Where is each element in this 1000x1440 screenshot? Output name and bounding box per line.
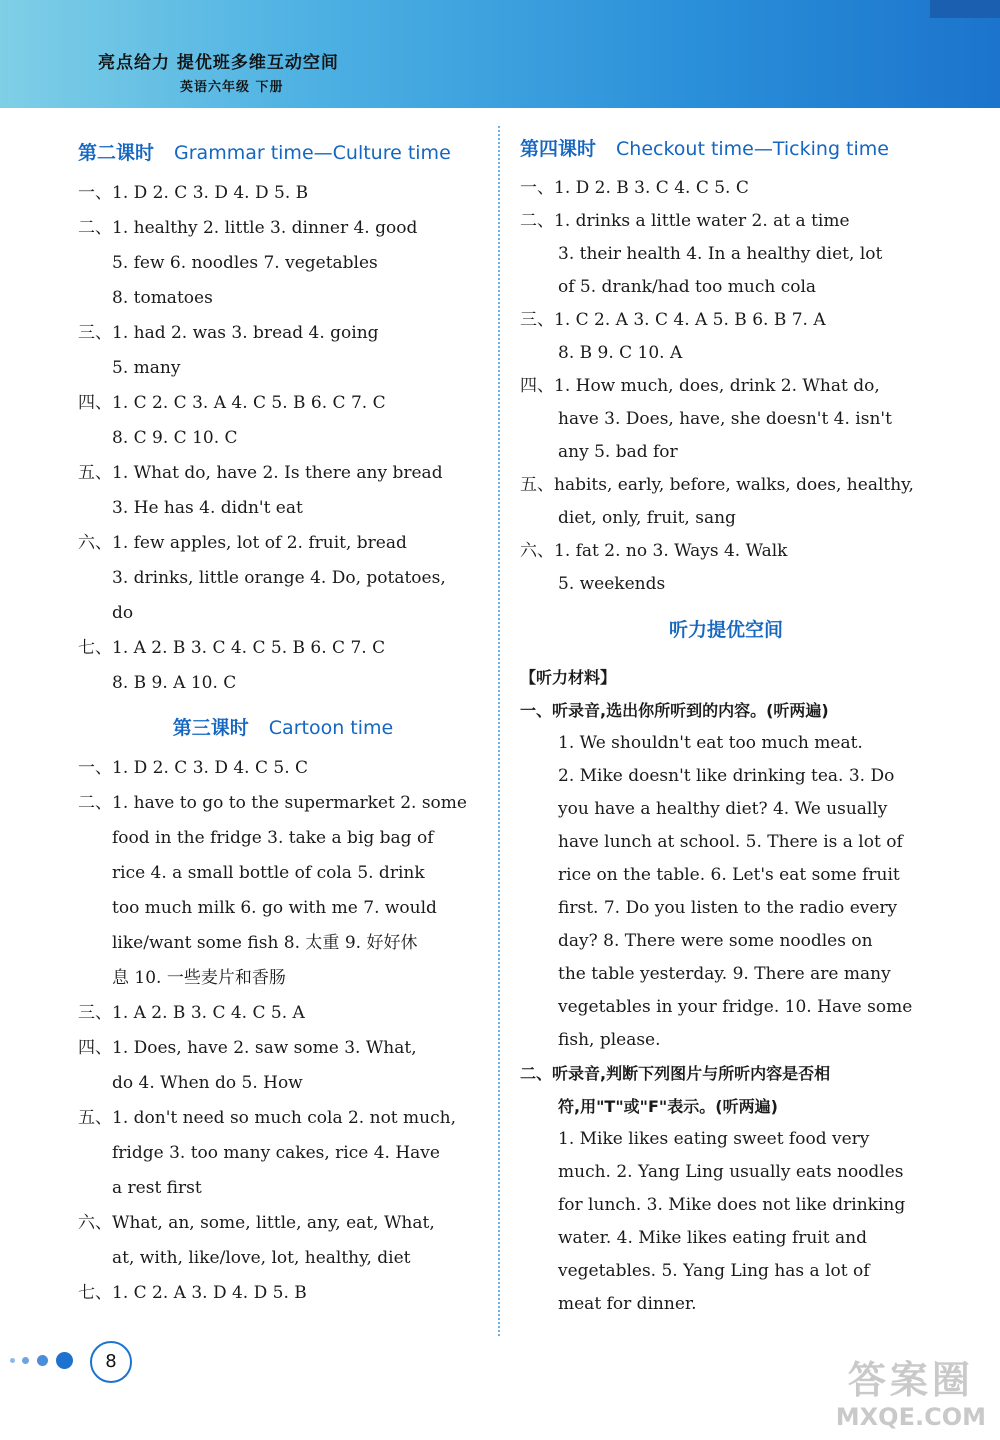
- answer-line: any 5. bad for: [558, 442, 678, 462]
- answer-line: like/want some fish 8. 太重 9. 好好休: [112, 933, 418, 953]
- answer-line: 五、1. What do, have 2. Is there any bread: [78, 463, 443, 483]
- lesson2-title-cn: 第二课时: [78, 142, 155, 164]
- transcript-line: 1. Mike likes eating sweet food very: [558, 1129, 870, 1149]
- dot: [22, 1357, 29, 1364]
- answer-line: 四、1. Does, have 2. saw some 3. What,: [78, 1038, 417, 1058]
- transcript-line: vegetables in your fridge. 10. Have some: [558, 997, 913, 1017]
- answer-line: 3. drinks, little orange 4. Do, potatoes,: [112, 568, 446, 588]
- answer-line: 五、1. don't need so much cola 2. not much,: [78, 1108, 456, 1128]
- answer-line: fridge 3. too many cakes, rice 4. Have: [112, 1143, 440, 1163]
- answer-line: 六、1. few apples, lot of 2. fruit, bread: [78, 533, 407, 553]
- dot: [56, 1352, 73, 1369]
- watermark-logo-text: 答案圈: [847, 1358, 974, 1402]
- transcript-line: have lunch at school. 5. There is a lot of: [558, 832, 903, 852]
- answer-line: do 4. When do 5. How: [112, 1073, 303, 1093]
- banner-corner-stripe: [930, 0, 1000, 18]
- transcript-line: 1. We shouldn't eat too much meat.: [558, 733, 863, 753]
- lesson3-title: [78, 705, 488, 751]
- answer-line: 一、1. D 2. C 3. D 4. C 5. C: [78, 758, 309, 778]
- answer-line: 七、1. A 2. B 3. C 4. C 5. B 6. C 7. C: [78, 638, 386, 658]
- transcript-line: day? 8. There were some noodles on: [558, 931, 873, 951]
- site-watermark: [836, 1358, 986, 1432]
- answer-line: 二、1. have to go to the supermarket 2. some: [78, 793, 467, 813]
- listening-section-title: [520, 607, 932, 653]
- answer-line: have 3. Does, have, she doesn't 4. isn't: [558, 409, 892, 429]
- listening-part1-heading: 一、听录音,选出你所听到的内容。(听两遍): [520, 701, 829, 720]
- answer-line: 二、1. drinks a little water 2. at a time: [520, 211, 850, 231]
- answer-line: 三、1. A 2. B 3. C 4. C 5. A: [78, 1003, 305, 1023]
- transcript-line: for lunch. 3. Mike does not like drinking: [558, 1195, 906, 1215]
- page-number: 8: [90, 1341, 132, 1383]
- answer-line: a rest first: [112, 1178, 202, 1198]
- transcript-line: much. 2. Yang Ling usually eats noodles: [558, 1162, 904, 1182]
- lesson4-title: [520, 126, 932, 172]
- answer-line: 息 10. 一些麦片和香肠: [112, 968, 286, 988]
- column-divider: [498, 126, 500, 1336]
- answer-line: at, with, like/love, lot, healthy, diet: [112, 1248, 411, 1268]
- answer-line: 六、1. fat 2. no 3. Ways 4. Walk: [520, 541, 788, 561]
- answer-line: 3. He has 4. didn't eat: [112, 498, 303, 518]
- answer-line: 三、1. C 2. A 3. C 4. A 5. B 6. B 7. A: [520, 310, 826, 330]
- answer-line: 5. few 6. noodles 7. vegetables: [112, 253, 378, 273]
- transcript-line: vegetables. 5. Yang Ling has a lot of: [558, 1261, 870, 1281]
- lesson3-title-cn: 第三课时: [172, 717, 249, 739]
- book-series-title: 亮点给力 提优班多维互动空间: [98, 53, 339, 73]
- book-grade-subtitle: 英语六年级 下册: [180, 80, 284, 95]
- dot: [37, 1355, 48, 1366]
- listening-part2-heading: 二、听录音,判断下列图片与所听内容是否相: [520, 1064, 831, 1083]
- lesson4-title-cn: 第四课时: [520, 138, 597, 160]
- listening-materials-label: 【听力材料】: [520, 668, 617, 687]
- answer-line: 四、1. C 2. C 3. A 4. C 5. B 6. C 7. C: [78, 393, 386, 413]
- transcript-line: water. 4. Mike likes eating fruit and: [558, 1228, 867, 1248]
- answer-line: 一、1. D 2. C 3. D 4. D 5. B: [78, 183, 309, 203]
- left-column: [78, 130, 488, 1311]
- answer-line: 三、1. had 2. was 3. bread 4. going: [78, 323, 379, 343]
- header-banner: [0, 0, 1000, 108]
- answer-line: 四、1. How much, does, drink 2. What do,: [520, 376, 880, 396]
- right-column: [520, 126, 932, 1321]
- answer-line: 5. many: [112, 358, 181, 378]
- listening-title-text: 听力提优空间: [668, 619, 783, 641]
- answer-line: diet, only, fruit, sang: [558, 508, 736, 528]
- watermark-url: MXQE.COM: [835, 1403, 986, 1431]
- transcript-line: you have a healthy diet? 4. We usually: [558, 799, 888, 819]
- answer-line: 3. their health 4. In a healthy diet, lot: [558, 244, 883, 264]
- answer-line: of 5. drank/had too much cola: [558, 277, 817, 297]
- transcript-line: the table yesterday. 9. There are many: [558, 964, 891, 984]
- lesson3-title-en: Cartoon time: [268, 717, 394, 739]
- listening-part2-heading-cont: 符,用"T"或"F"表示。(听两遍): [558, 1097, 778, 1116]
- transcript-line: rice on the table. 6. Let's eat some fruit: [558, 865, 900, 885]
- answer-line: 五、habits, early, before, walks, does, healthy,: [520, 475, 914, 495]
- answer-line: 二、1. healthy 2. little 3. dinner 4. good: [78, 218, 418, 238]
- answer-line: 8. B 9. A 10. C: [112, 673, 237, 693]
- transcript-line: meat for dinner.: [558, 1294, 697, 1314]
- answer-line: 六、What, an, some, little, any, eat, What,: [78, 1213, 435, 1233]
- transcript-line: first. 7. Do you listen to the radio every: [558, 898, 898, 918]
- answer-line: do: [112, 603, 134, 623]
- answer-line: 一、1. D 2. B 3. C 4. C 5. C: [520, 178, 749, 198]
- spacer: [520, 653, 932, 661]
- lesson4-title-en: Checkout time—Ticking time: [616, 138, 889, 160]
- transcript-line: 2. Mike doesn't like drinking tea. 3. Do: [558, 766, 895, 786]
- lesson2-title: [78, 130, 488, 176]
- lesson2-title-en: Grammar time—Culture time: [174, 142, 451, 164]
- answer-line: 8. tomatoes: [112, 288, 213, 308]
- answer-line: 5. weekends: [558, 574, 666, 594]
- answer-line: food in the fridge 3. take a big bag of: [112, 828, 434, 848]
- transcript-line: fish, please.: [558, 1030, 661, 1050]
- answer-line: rice 4. a small bottle of cola 5. drink: [112, 863, 425, 883]
- dot: [10, 1358, 15, 1363]
- answer-line: 8. B 9. C 10. A: [558, 343, 683, 363]
- page-dots-decoration: [10, 1350, 90, 1370]
- answer-line: 8. C 9. C 10. C: [112, 428, 238, 448]
- answer-line: 七、1. C 2. A 3. D 4. D 5. B: [78, 1283, 307, 1303]
- answer-line: too much milk 6. go with me 7. would: [112, 898, 437, 918]
